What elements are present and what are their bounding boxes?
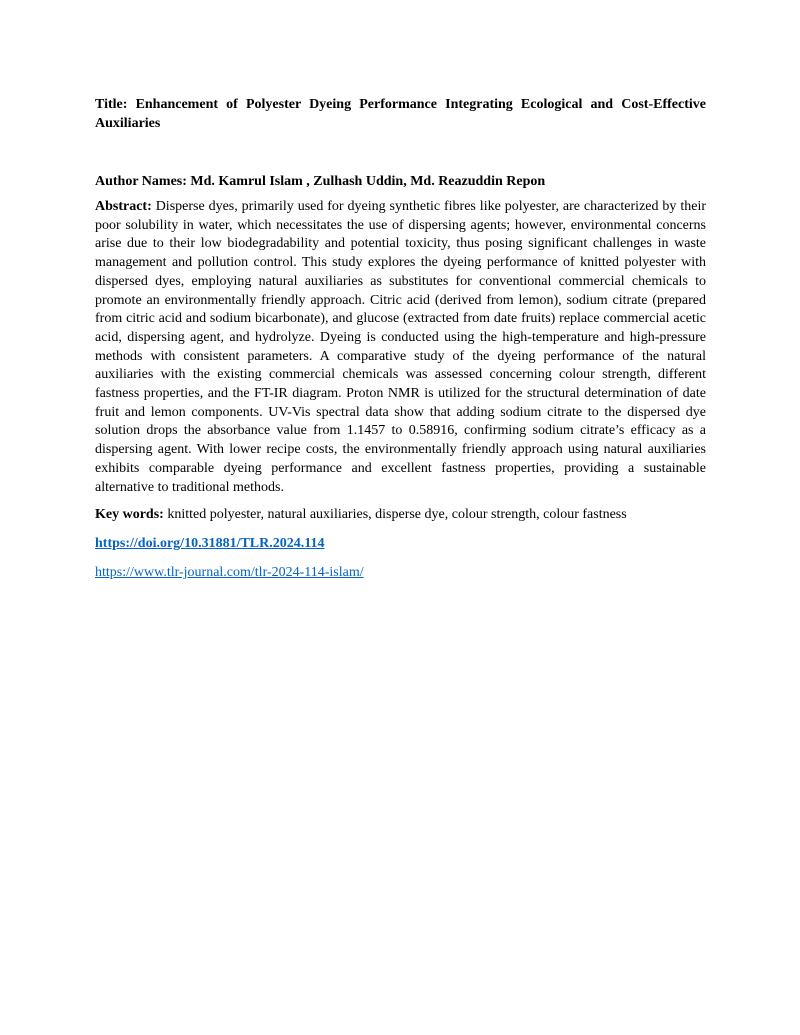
authors-label: Author Names: <box>95 174 187 189</box>
abstract-label: Abstract: <box>95 199 152 214</box>
keywords-line <box>95 505 706 524</box>
authors-text: Md. Kamrul Islam , Zulhash Uddin, Md. Reazuddin Repon <box>190 174 546 189</box>
keywords-label: Key words: <box>95 507 164 523</box>
journal-link[interactable]: https://www.tlr-journal.com/tlr-2024-114-islam/ <box>95 565 364 581</box>
doi-line <box>95 534 706 553</box>
paper-title <box>95 95 706 133</box>
author-names <box>95 172 706 191</box>
title-label: Title: <box>95 97 128 112</box>
journal-url-line <box>95 563 706 582</box>
abstract-text: Disperse dyes, primarily used for dyeing synthetic fibres like polyester, are characterized by their poor solubility in water, which necessitates the use of dispersing agents; however, environmental concerns arise due to their low biodegradability and potential toxicity, thus posing significant challenges in waste management and pollution control. This study explores the dyeing performance of knitted polyester with dispersed dyes, employing natural auxiliaries as substitutes for conventional commercial chemicals to promote an environmentally friendly approach. Citric acid (derived from lemon), sodium citrate (prepared from citric acid and sodium bicarbonate), and glucose (extracted from date fruits) replace commercial acetic acid, dispersing agent, and hydrolyze. Dyeing is conducted using the high-temperature and high-pressure methods with consistent parameters. A comparative study of the dyeing performance of the natural auxiliaries with the existing commercial chemicals was assessed concerning colour strength, different fastness properties, and the FT-IR diagram. Proton NMR is utilized for the structural determination of date fruit and lemon components. UV-Vis spectral data show that adding sodium citrate to the dispersed dye solution drops the absorbance value from 1.1457 to 0.58916, confirming sodium citrate’s efficacy as a dispersing agent. With lower recipe costs, the environmentally friendly approach using natural auxiliaries exhibits comparable dyeing performance and excellent fastness properties, providing a sustainable alternative to traditional methods. <box>95 199 706 495</box>
keywords-text: knitted polyester, natural auxiliaries, disperse dye, colour strength, colour fastness <box>167 507 627 523</box>
doi-link[interactable]: https://doi.org/10.31881/TLR.2024.114 <box>95 536 325 552</box>
abstract-paragraph <box>95 198 706 497</box>
paper-page <box>95 95 706 582</box>
title-text: Enhancement of Polyester Dyeing Performance Integrating Ecological and Cost-Effective Auxiliaries <box>95 97 706 131</box>
